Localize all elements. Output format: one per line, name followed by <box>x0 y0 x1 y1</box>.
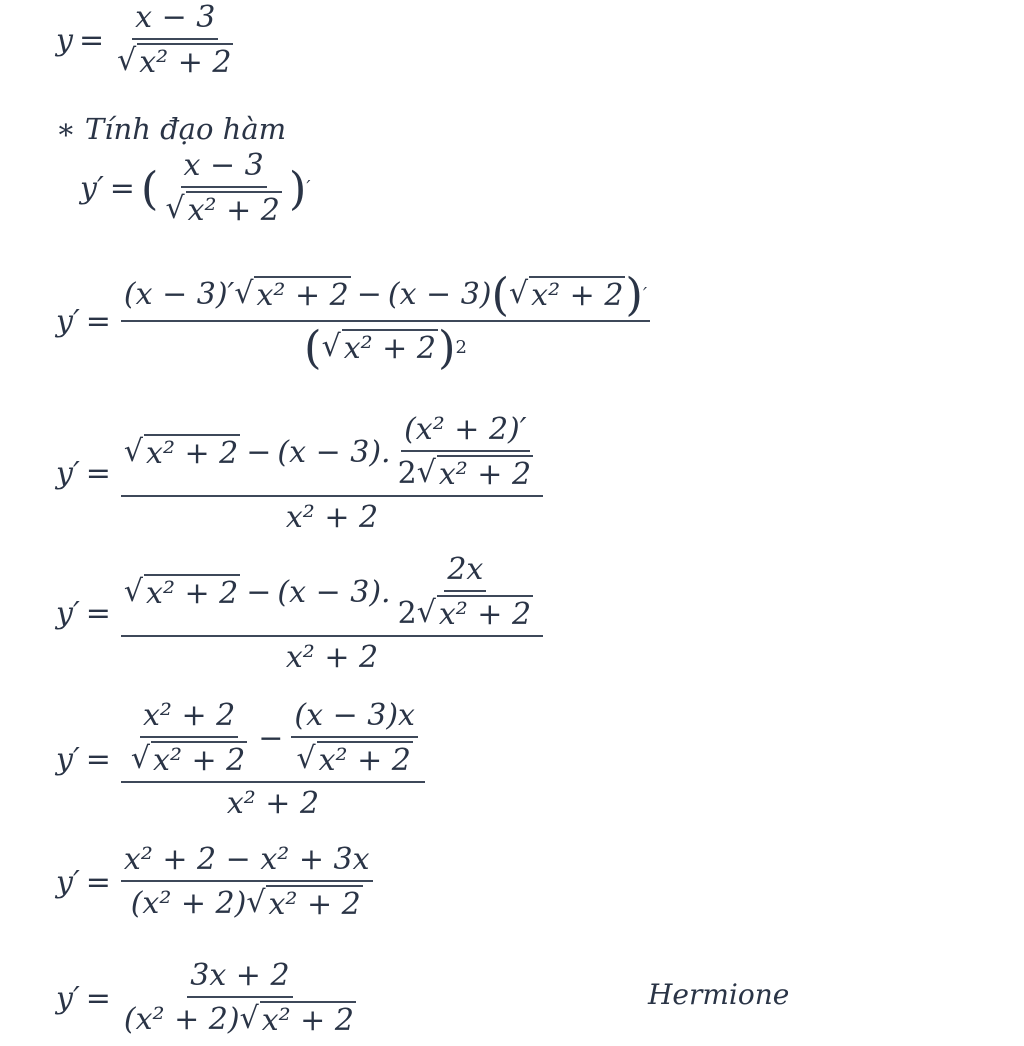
denominator: ( √ x² + 2 ) 2 <box>304 321 467 374</box>
denominator: x² + 2 <box>226 786 320 821</box>
numerator: x − 3 <box>181 148 267 188</box>
y-prime-label: y′ <box>56 742 80 777</box>
inner-derivative-step <box>56 552 547 675</box>
section-heading: ∗ Tính đạo hàm <box>56 112 287 146</box>
equals-sign: = <box>85 980 111 1016</box>
fraction <box>121 958 359 1038</box>
signature: Hermione <box>648 978 790 1011</box>
fraction <box>114 0 236 80</box>
numerator: √ x² + 2 − (x − 3). 2x 2 √ x² + 2 <box>121 552 543 637</box>
numerator: x − 3 <box>132 0 218 40</box>
denominator: (x² + 2) √ x² + 2 <box>130 885 361 922</box>
square-root: √ x² + 2 <box>117 43 232 80</box>
equals-sign: = <box>85 742 111 777</box>
y-prime-label: y′ <box>80 170 104 206</box>
equals-sign: = <box>85 303 111 339</box>
fraction <box>121 698 425 821</box>
original-function <box>56 0 240 80</box>
y-prime-label: y′ <box>56 980 80 1016</box>
numerator: √ x² + 2 − (x − 3). (x² + 2)′ 2 √ x² + 2 <box>121 412 543 497</box>
fraction <box>121 842 373 922</box>
denominator <box>114 40 236 80</box>
y-prime-label: y′ <box>56 864 80 900</box>
equals-sign: = <box>109 170 135 206</box>
final-result <box>56 958 363 1038</box>
y-label: y <box>56 22 73 58</box>
fraction <box>162 148 284 228</box>
equals-sign: = <box>85 864 111 900</box>
fraction <box>121 268 650 374</box>
quotient-rule-step <box>56 268 654 374</box>
numerator: (x − 3)′ √ x² + 2 − (x − 3) ( √ x² + 2 ) ′ <box>121 272 650 322</box>
derivative-setup: y′ = ( x − 3 √ x² + 2 ) ′ <box>80 148 311 228</box>
numerator: x² + 2 √ x² + 2 − (x − 3)x √ x² + 2 <box>121 698 425 783</box>
denominator <box>162 188 284 228</box>
common-denominator-step <box>56 698 429 821</box>
equals-sign: = <box>85 456 111 491</box>
y-prime-label: y′ <box>56 596 80 631</box>
denominator: x² + 2 <box>285 640 379 675</box>
denominator: x² + 2 <box>285 500 379 535</box>
equals-sign: = <box>78 22 105 58</box>
fraction <box>121 412 543 535</box>
numerator: 3x + 2 <box>187 958 292 998</box>
fraction <box>121 552 543 675</box>
simplify-step <box>56 842 377 922</box>
square-root: √ x² + 2 <box>165 191 280 228</box>
y-prime-label: y′ <box>56 456 80 491</box>
equals-sign: = <box>85 596 111 631</box>
denominator: (x² + 2) √ x² + 2 <box>123 1001 354 1038</box>
chain-rule-step <box>56 412 547 535</box>
numerator: x² + 2 − x² + 3x <box>121 842 373 882</box>
y-prime-label: y′ <box>56 303 80 339</box>
